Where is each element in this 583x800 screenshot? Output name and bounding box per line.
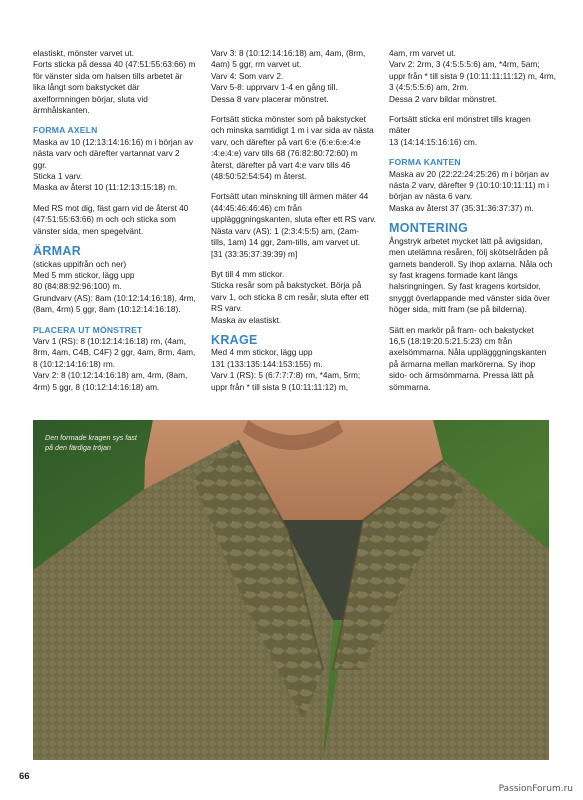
text-line: Fortsätt sticka enl mönstret tills kragen [389,114,531,125]
page-number: 66 [19,771,30,782]
text-line: halsringningen. Sy fast kragens kortsidor, [389,281,541,292]
text-line: Forts sticka på dessa 40 (47:51:55:63:66) m [33,59,196,70]
text-line: nästa varv och därefter vartannat varv 2 [33,148,180,159]
text-line: Fortsätt sticka mönster som på bakstycket [211,114,366,125]
text-line: Maska av elastiskt. [211,314,282,325]
text-line: Fortsätt utan minskning till ärmen mäter 44 [211,191,369,202]
text-line: Varv 3: 8 (10:12:14:16:18) am, 4am, (8rm, [211,48,366,58]
text-line: uppr från * till sista 9 (10:11:11:11:12) m, 4rm, [389,70,556,81]
text-line: 13 (14:14:15:16:16) cm. [389,136,478,147]
text-line: 8 (10:12:14:16:18) rm. [33,358,116,369]
text-line: uppr från * till sista 9 (10:11:11:12) m, [211,381,349,392]
text-line: lika långt som bakstycket där [33,82,140,93]
text-line: Sticka 1 varv. [33,171,83,182]
text-line: (8am, 4rm) 5 ggr, 8am (10:12:14:16:18). [33,304,181,315]
text-line: Sticka resår som på bakstycket. Börja på [211,280,362,291]
text-line: Med 5 mm stickor, lägg upp [33,269,135,280]
fortsatt-krage-paragraph [389,114,561,148]
text-line: återst, därefter på vart 4:e varv tills 46 [211,159,351,170]
placera-section [33,325,201,393]
text-line: axelformningen börjar, sluta vid [33,93,148,104]
text-line: Dessa 2 varv bildar mönstret. [389,93,497,104]
text-line: RS varv. [211,303,243,314]
sweater-illustration [33,420,549,760]
text-line: garnets banderoll. Sy ihop axlarna. Nåla och [389,258,553,269]
text-line: ärmhålskanten. [33,105,90,116]
forma-axeln-section [33,125,201,193]
text-line: axelsömmarna. Nåla upplägggningskanten [389,347,547,358]
text-line: Med RS mot dig, fäst garn vid de återst 40 [33,202,189,213]
sweater-photo [33,420,549,760]
text-line: och minska samtidigt 1 m i var sida av nästa [211,125,374,136]
varv-section [211,48,381,105]
text-column-2 [211,48,381,402]
text-line: Varv 1 (RS): 8 (10:12:14:16:18) rm, (4am, [33,335,186,346]
placera-heading: PLACERA UT MÖNSTRET [33,324,143,335]
text-line: Varv 2: 2rm, 3 (4:5:5:5:6) am, *4rm, 5am; [389,59,540,70]
text-line: 8rm, 4am, C4B, C4F) 2 ggr, 4am, 8rm, 4am, [33,347,196,358]
text-line: 80 (84:88:92:96:100) m. [33,281,122,292]
krage-section [211,332,381,393]
text-line: Varv 4: Som varv 2. [211,70,284,81]
text-line: (48:50:52:54:54) m återst. [211,171,307,182]
text-line: Grundvarv (AS): 8am (10:12:14:16:18), 4rm, [33,292,196,303]
text-line: varv 1, och sticka 8 cm resår, sluta efter ett [211,291,369,302]
byt-paragraph [211,269,381,326]
watermark: PassionForum.ru [498,784,573,794]
satt-paragraph [389,325,561,393]
text-line: (47:51:55:63:66) m och och sticka som [33,214,176,225]
text-line: 4am) 5 ggr, rm varvet ut. [211,59,302,70]
montering-section [389,223,561,315]
forma-kanten-heading: FORMA KANTEN [389,157,461,168]
text-line: (44:45:46:46:46) cm från [211,202,302,213]
text-line: 131 (133:135:144:153:155) m. [211,358,323,369]
text-line: Maska av återst 37 (35:31:36:37:37) m. [389,202,534,213]
caption-line: Den formade kragen sys fast [45,433,137,442]
text-line: snyggt överlappande med vänster sida över [389,292,550,303]
fortsatt-paragraph [211,114,381,182]
text-column-3 [389,48,561,402]
forma-axeln-heading: FORMA AXELN [33,125,98,136]
text-line: men utelämna resåren, följ skötselråden på [389,247,549,258]
text-line: :4:e:4:e) varv tills 68 (76:82:80:72:60) m [211,148,358,159]
text-line: Dessa 8 varv placerar mönstret. [211,93,329,104]
forma-kanten-section [389,157,561,214]
text-line: 4am, rm varvet ut. [389,48,456,58]
text-line: Ångstryk arbetet mycket lätt på avigsidan, [389,235,543,246]
text-line: varv, och därefter på vart 6:e (6:e:6:e:4:e [211,136,361,147]
text-line: upplägggningskanten, sluta efter ett RS varv. [211,214,376,225]
intro-paragraph [33,48,201,116]
text-line: tills, 1am) 14 ggr, 2am-tills, am varvet ut. [211,237,360,248]
text-line: Sätt en markör på fram- och bakstycket [389,324,534,335]
text-line: Maska av 10 (12:13:14:16:16) m i början av [33,136,194,147]
text-line: sy fast kragens formade kant längs [389,269,518,280]
text-line: 4rm) 5 ggr, 8 (10:12:14:16:18) am. [33,381,160,392]
text-line: Med 4 mm stickor, lägg upp [211,347,313,358]
text-line: Varv 1 (RS): 5 (6:7:7:7:8) rm, *4am, 5rm; [211,370,361,381]
text-line: höger sida, mitt fram (se på bilderna). [389,304,527,315]
text-line: för vänster sida om halsen tills arbetet är [33,70,183,81]
text-line: elastiskt, mönster varvet ut. [33,48,134,58]
text-line: början av nästa 6 varv. [389,191,473,202]
text-line: Byt till 4 mm stickor. [211,268,285,279]
text-line: ggr. [33,159,47,170]
text-line: Maska av återst 10 (11:12:13:15:18) m. [33,182,178,193]
text-line: [31 (33:35:37:39:39) m] [211,248,298,259]
text-line: mäter [389,125,411,136]
photo-caption [45,433,165,452]
text-line: Varv 5-8: upprvarv 1-4 en gång till. [211,82,338,93]
armar-section [33,246,201,315]
text-line: (stickas uppifrån och ner) [33,258,127,269]
krage-heading: KRAGE [211,332,258,347]
armar-heading: ÄRMAR [33,244,82,259]
text-line: sömmarna. [389,381,431,392]
text-line: 16,5 (18:19:20.5:21.5:23) cm från [389,335,513,346]
text-line: Varv 2: 8 (10:12:14:16:18) am, 4rm, (8am, [33,370,188,381]
text-line: 3 (4:5:5:5:6) am, 2rm. [389,82,469,93]
caption-line: på den färdiga tröjan [45,442,111,452]
montering-heading: MONTERING [389,221,469,236]
text-column-1 [33,48,201,402]
text-line: nästa 2 varv, därefter 9 (10:10:10:11:11) m i [389,180,550,191]
varv2-section [389,48,561,105]
text-line: vänster sida, men spegelvänt. [33,225,144,236]
text-line: på ärmarna mellan markörerna. Sy ihop [389,358,536,369]
minskning-paragraph [211,191,381,259]
text-line: sido- och ärmsömmarna. Pressa lätt på [389,370,534,381]
rs-paragraph [33,203,201,237]
text-line: Maska av 20 (22:22:24:25:26) m i början av [389,168,550,179]
text-line: Nästa varv (AS): 1 (2:3:4:5:5) am, (2am- [211,225,360,236]
